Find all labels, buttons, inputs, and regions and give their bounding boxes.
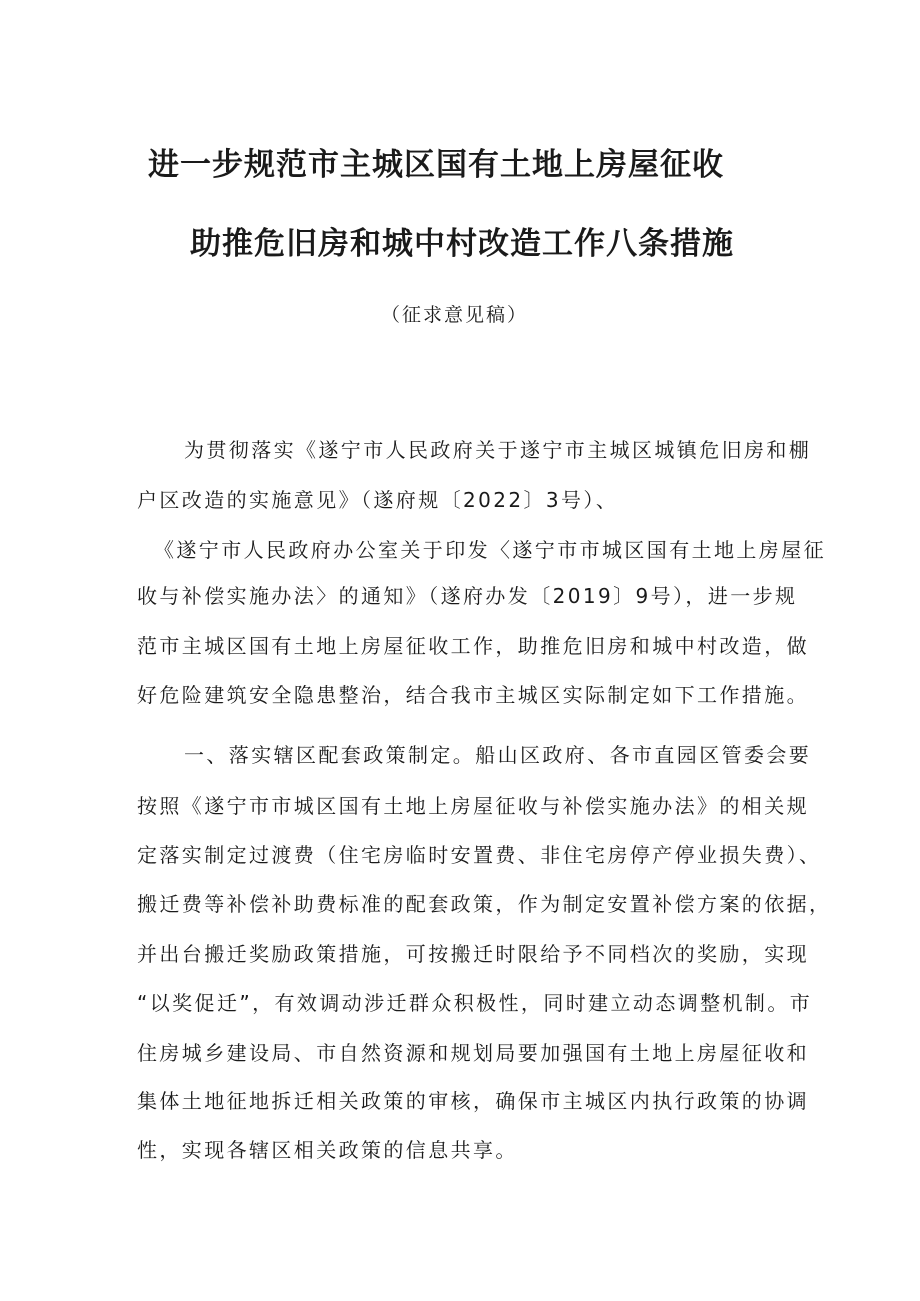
paragraph-1-line: 好危险建筑安全隐患整治，结合我市主城区实际制定如下工作措施。 <box>137 683 809 707</box>
paragraph-2-line: 性，实现各辖区相关政策的信息共享。 <box>137 1138 518 1162</box>
paragraph-2-line: 定落实制定过渡费（住宅房临时安置费、非住宅房停产停业损失费）、 <box>137 843 822 867</box>
paragraph-2-line: 住房城乡建设局、市自然资源和规划局要加强国有土地上房屋征收和 <box>137 1041 809 1065</box>
paragraph-2-line: 搬迁费等补偿补助费标准的配套政策，作为制定安置补偿方案的依据， <box>137 892 832 916</box>
paragraph-1-line: 《遂宁市人民政府办公室关于印发〈遂宁市市城区国有土地上房屋征 <box>154 538 826 562</box>
paragraph-2-line: 一、落实辖区配套政策制定。船山区政府、各市直园区管委会要 <box>184 743 812 767</box>
paragraph-2-line: 集体土地征地拆迁相关政策的审核，确保市主城区内执行政策的协调 <box>137 1089 809 1113</box>
document-subtitle: （征求意见稿） <box>381 304 529 326</box>
document-title-line-1: 进一步规范市主城区国有土地上房屋征收 <box>148 147 724 183</box>
paragraph-1-line: 收与补偿实施办法〉的通知》（遂府办发〔2019〕9号），进一步规 <box>137 584 798 608</box>
paragraph-1-line: 范市主城区国有土地上房屋征收工作，助推危旧房和城中村改造，做 <box>137 634 809 658</box>
paragraph-2-line: 并出台搬迁奖励政策措施，可按搬迁时限给予不同档次的奖励，实现 <box>137 942 809 966</box>
document-title-line-2: 助推危旧房和城中村改造工作八条措施 <box>190 226 734 262</box>
paragraph-1-line: 户区改造的实施意见》（遂府规〔2022〕3号）、 <box>137 488 619 512</box>
paragraph-2-line: “以奖促迁”，有效调动涉迁群众积极性，同时建立动态调整机制。市 <box>137 991 813 1015</box>
paragraph-2-line: 按照《遂宁市市城区国有土地上房屋征收与补偿实施办法》的相关规 <box>137 794 809 818</box>
paragraph-1-line: 为贯彻落实《遂宁市人民政府关于遂宁市主城区城镇危旧房和棚 <box>184 438 812 462</box>
